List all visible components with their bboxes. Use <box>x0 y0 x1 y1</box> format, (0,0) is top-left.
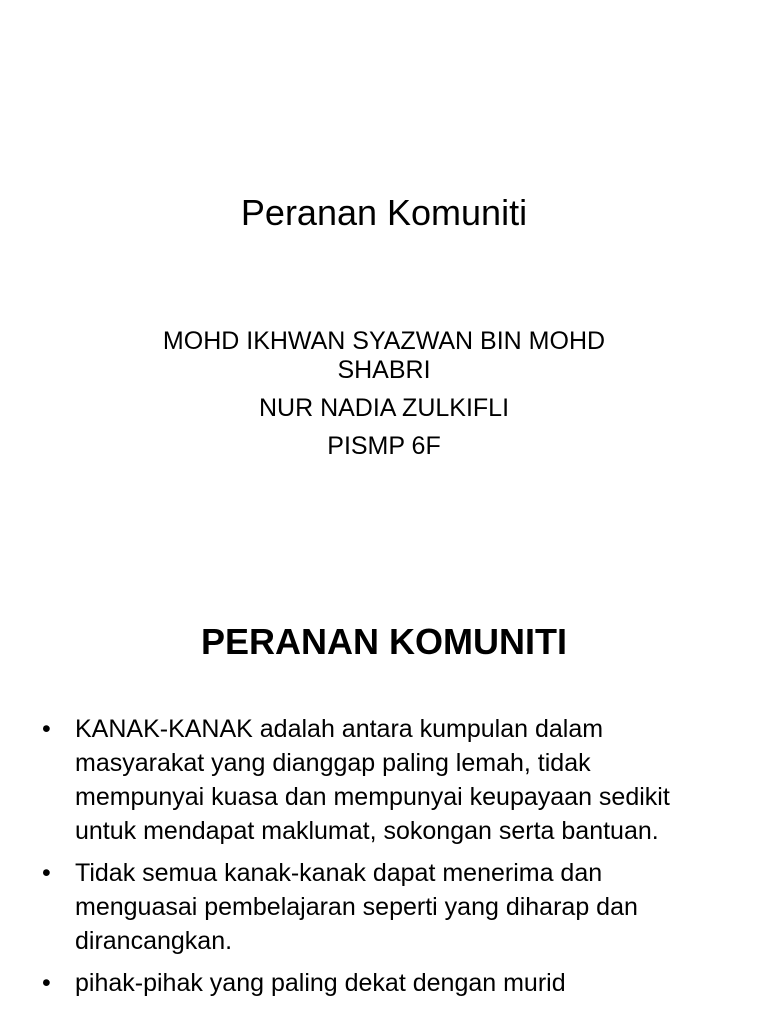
bullet-icon: • <box>42 969 51 997</box>
bullet-list <box>40 712 720 1008</box>
bullet-text: KANAK-KANAK adalah antara kumpulan dalam masyarakat yang dianggap paling lemah, tidak mempunyai kuasa dan mempunyai keupayaan sedikit untuk mendapat maklumat, sokongan serta bantuan. <box>75 715 670 845</box>
slide-title: Peranan Komuniti <box>240 192 528 233</box>
author-name-line: NUR NADIA ZULKIFLI <box>258 394 510 422</box>
content-slide <box>0 576 768 1024</box>
author-block <box>120 327 648 461</box>
list-item <box>40 712 720 848</box>
bullet-text: Tidak semua kanak-kanak dapat menerima dan menguasai pembelajaran seperti yang diharap dan dirancangkan. <box>75 859 638 955</box>
author-name-line: MOHD IKHWAN SYAZWAN BIN MOHD <box>162 327 606 355</box>
author-name-line: SHABRI <box>337 356 431 384</box>
section-heading: PERANAN KOMUNITI <box>201 621 567 662</box>
list-item <box>40 856 720 958</box>
bullet-text: pihak-pihak yang paling dekat dengan murid <box>75 969 566 997</box>
bullet-icon: • <box>42 715 51 743</box>
class-label: PISMP 6F <box>327 432 441 460</box>
bullet-icon: • <box>42 859 51 887</box>
list-item <box>40 966 720 1000</box>
